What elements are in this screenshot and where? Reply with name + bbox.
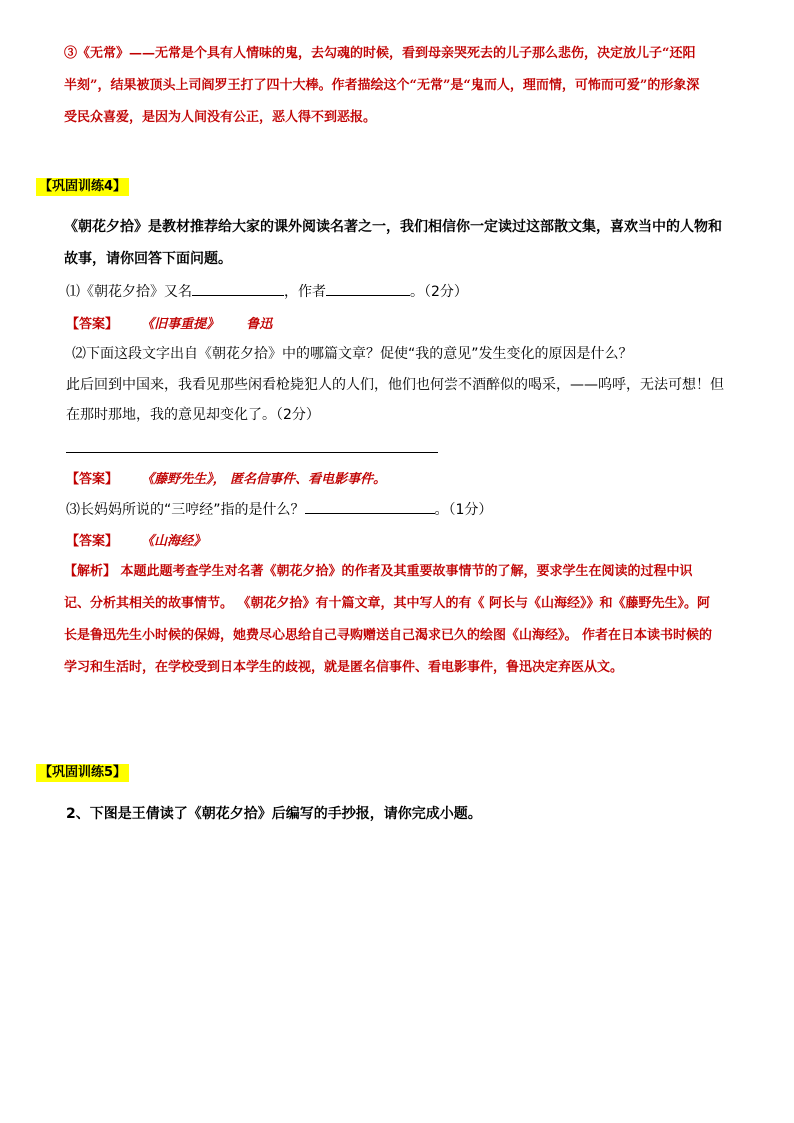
section4-tag: 【巩固训练4】 <box>36 178 129 196</box>
analysis-line-2: 记、分析其相关的故事情节。 《朝花夕拾》有十篇文章，其中写人的有《 阿长与《山海经》》和《藤野先生》。阿 <box>64 596 711 611</box>
wuchang-line-1: ③《无常》——无常是个具有人情味的鬼，去勾魂的时候，看到母亲哭死去的儿子那么悲伤，决定放儿子“还阳 <box>64 46 696 61</box>
answer-1-value-1: 《旧事重提》 <box>141 317 220 332</box>
question-3-text-b: 。（1分） <box>434 502 493 518</box>
question-1 <box>66 281 468 301</box>
section5-question: 2、下图是王倩读了《朝花夕拾》后编写的手抄报，请你完成小题。 <box>66 806 482 822</box>
question-3-text-a: ⑶长妈妈所说的“三哼经”指的是什么？ <box>66 502 305 518</box>
answer-1-value-2: 鲁迅 <box>246 317 273 332</box>
answer-3-value: 《山海经》 <box>141 534 207 549</box>
wuchang-line-2: 半刻”，结果被顶头上司阎罗王打了四十大棒。作者描绘这个“无常”是“鬼而人，理而情，可怖而可爱”的形象深 <box>64 78 700 93</box>
analysis-line-4: 学习和生活时，在学校受到日本学生的歧视，就是匿名信事件、看电影事件，鲁迅决定弃医从文。 <box>64 660 624 675</box>
answer-1-label: 【答案】 <box>66 317 119 332</box>
analysis-line-1: 【解析】 本题此题考查学生对名著《朝花夕拾》的作者及其重要故事情节的了解，要求学生在阅读的过程中识 <box>64 564 693 579</box>
answer-2-label: 【答案】 <box>66 472 119 487</box>
section4-intro-line2: 故事，请你回答下面问题。 <box>64 251 232 267</box>
section5-tag: 【巩固训练5】 <box>36 764 129 782</box>
question-1-text-b: ，作者 <box>284 284 326 300</box>
question-3-blank[interactable] <box>305 499 435 514</box>
question-2-line3: 在那时那地，我的意见却变化了。（2分） <box>66 407 320 423</box>
question-2-answer-line[interactable] <box>66 452 438 453</box>
analysis-line-3: 长是鲁迅先生小时候的保姆，她费尽心思给自己寻购赠送自己渴求已久的绘图《山海经》。 作者在日本读书时候的 <box>64 628 713 643</box>
question-3 <box>66 499 492 519</box>
question-2-line1: ⑵下面这段文字出自《朝花夕拾》中的哪篇文章？促使“我的意见”发生变化的原因是什么？ <box>72 346 633 362</box>
question-2-line2: 此后回到中国来，我看见那些闲看枪毙犯人的人们，他们也何尝不酒醉似的喝采，——呜呼，无法可想！但 <box>66 377 724 393</box>
wuchang-line-3: 受民众喜爱，是因为人间没有公正，恶人得不到恶报。 <box>64 110 377 125</box>
answer-3 <box>66 530 206 549</box>
answer-1 <box>66 313 272 332</box>
answer-3-label: 【答案】 <box>66 534 119 549</box>
answer-2 <box>66 468 386 487</box>
question-1-text-c: 。（2分） <box>410 284 468 300</box>
question-1-blank-1[interactable] <box>192 281 284 296</box>
section4-intro-line1: 《朝花夕拾》是教材推荐给大家的课外阅读名著之一，我们相信你一定读过这部散文集，喜欢当中的人物和 <box>64 219 722 235</box>
wuchang-paragraph <box>64 38 764 134</box>
question-1-text-a: ⑴《朝花夕拾》又名 <box>66 284 192 300</box>
question-1-blank-2[interactable] <box>326 281 410 296</box>
analysis-paragraph <box>64 556 764 684</box>
answer-2-value: 《藤野先生》， 匿名信事件、看电影事件。 <box>141 472 387 487</box>
